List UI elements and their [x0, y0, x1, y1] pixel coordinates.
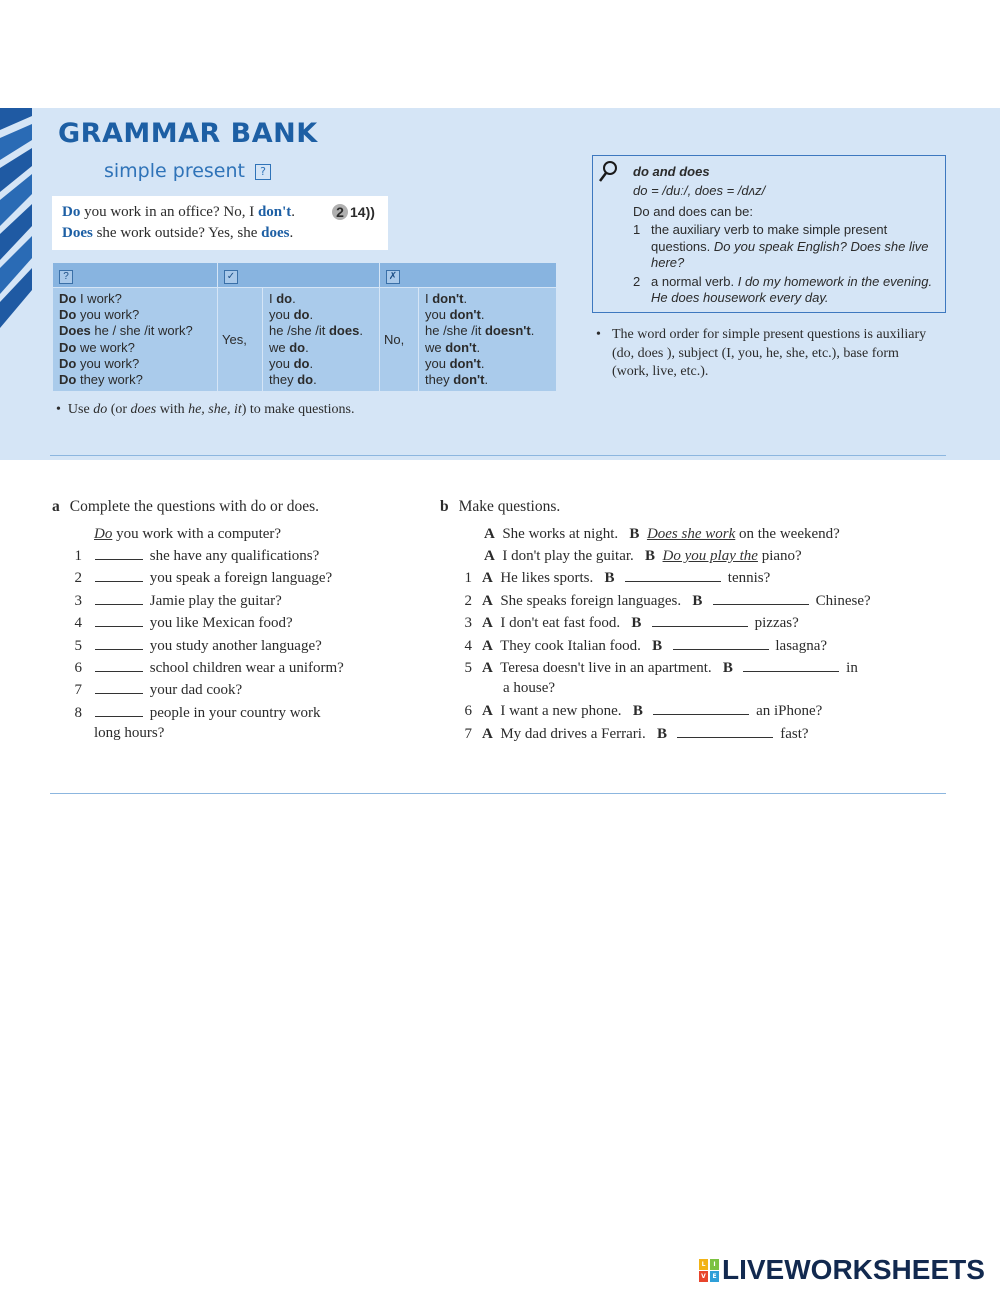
answer-blank[interactable]: [743, 670, 839, 672]
no-answer-row: [425, 340, 550, 356]
example-row: [484, 548, 802, 565]
note-left: • Use do (or does with he, she, it) to make questions.: [56, 402, 355, 417]
item-statement: My dad drives a Ferrari.: [492, 726, 657, 742]
answer-end: .: [480, 355, 485, 371]
item-number: 2: [464, 593, 472, 609]
note-left-text: [68, 402, 355, 417]
brand-name: LIVEWORKSHEETS: [722, 1254, 985, 1285]
question-item: [52, 660, 344, 677]
no-answer-row: [425, 356, 550, 372]
answer-aux: don't: [445, 339, 477, 355]
sound-icon: )): [365, 204, 375, 220]
cross-icon: ✗: [386, 270, 400, 284]
note-text: Use: [67, 402, 94, 417]
decorative-stripes: [0, 108, 32, 338]
item-continuation: a house?: [503, 680, 556, 696]
question-row: [59, 323, 211, 339]
yes-answers-cell: [263, 288, 380, 392]
speaker-b: B: [692, 593, 703, 609]
answer-end: .: [309, 307, 314, 323]
answer-blank[interactable]: [625, 580, 721, 582]
example-question-end: on the weekend?: [739, 526, 840, 542]
item-text: school children wear a uniform?: [146, 660, 344, 676]
speaker-a: A: [484, 548, 495, 564]
example-text: .: [291, 204, 296, 220]
question-item: [52, 682, 242, 699]
question-aux: Does: [59, 323, 91, 339]
spacer: [641, 615, 649, 631]
example-row: [484, 526, 840, 543]
speaker-b: B: [722, 660, 733, 676]
question-text: they work?: [76, 372, 143, 388]
no-column-header: [380, 263, 557, 288]
item-number: 1: [74, 548, 82, 564]
yes-answer-row: [269, 372, 373, 388]
question-aux: Do: [59, 291, 77, 306]
speaker-a: A: [482, 638, 493, 654]
exercise-letter: a: [52, 498, 60, 515]
item-text: you study another language?: [146, 638, 322, 654]
answer-blank[interactable]: [95, 670, 143, 672]
item-statement: I don't eat fast food.: [492, 615, 632, 631]
spacer: [667, 726, 675, 742]
question-item: [52, 570, 332, 587]
spacer: [643, 703, 651, 719]
box-phonetics: do = /duː/, does = /dʌz/: [633, 183, 766, 198]
box-intro: Do and does can be:: [633, 204, 753, 219]
item-end: in: [842, 660, 858, 676]
speaker-a: A: [484, 526, 495, 542]
question-row: [59, 291, 211, 307]
exercise-letter: b: [440, 498, 449, 515]
no-answer-row: [425, 323, 550, 339]
box-item-example: Do you speak English? Does she live here?: [651, 238, 929, 270]
answer-subject: you: [425, 307, 450, 323]
question-item: [440, 638, 827, 655]
item-number: 5: [464, 660, 472, 676]
note-right-text: The word order for simple present questions is auxiliary (do, does ), subject (I, you, he, she, etc.), base form (work, live, etc.).: [612, 327, 927, 379]
question-text: you work?: [76, 307, 140, 323]
item-number: 1: [464, 570, 472, 586]
answer-end: .: [530, 323, 535, 339]
magnifier-icon: [599, 160, 617, 184]
example-statement: I don't play the guitar.: [502, 548, 634, 564]
divider-bottom: [50, 793, 946, 794]
example-answer: Do: [94, 526, 113, 542]
exercise-instruction: Make questions.: [458, 498, 561, 515]
spacer: [615, 570, 623, 586]
note-text: (or: [107, 402, 131, 417]
example-question: you work with a computer?: [116, 526, 282, 542]
speaker-b: B: [645, 548, 656, 564]
box-item-number: 1: [633, 222, 641, 237]
answer-aux: do: [297, 372, 314, 388]
yes-word: Yes,: [218, 288, 263, 392]
box-item-text: the auxiliary verb to make simple present questions.: [651, 222, 888, 254]
speaker-a: A: [482, 570, 493, 586]
no-answer-row: [425, 307, 550, 323]
question-item: [440, 726, 809, 743]
answer-end: .: [309, 355, 314, 371]
answer-blank[interactable]: [95, 715, 143, 717]
item-number: 8: [74, 705, 82, 721]
box-item-text: a normal verb.: [651, 273, 735, 289]
question-row: [59, 340, 211, 356]
answer-subject: he /she /it: [269, 323, 329, 339]
box-item-number: 2: [633, 273, 641, 289]
speaker-b: B: [632, 703, 643, 719]
page-title: GRAMMAR BANK: [58, 118, 318, 149]
example-text: .: [289, 225, 294, 241]
box-list: [633, 222, 933, 309]
question-badge-icon: ?: [255, 164, 271, 180]
question-item: [52, 593, 282, 610]
answer-blank[interactable]: [95, 603, 143, 605]
question-aux: Do: [59, 372, 77, 388]
answer-end: .: [484, 372, 489, 388]
do-does-info-box: [592, 155, 946, 313]
question-item: [52, 615, 293, 632]
speaker-b: B: [631, 615, 642, 631]
box-item-example: I do my homework in the evening. He does housework every day.: [651, 273, 933, 305]
answer-subject: they: [425, 372, 454, 388]
item-end: tennis?: [724, 570, 771, 586]
example-row: [94, 526, 281, 543]
audio-track-button[interactable]: [332, 204, 375, 220]
answer-subject: I: [425, 291, 433, 306]
speaker-a: A: [482, 660, 493, 676]
questions-cell: [53, 288, 218, 392]
item-end: an iPhone?: [752, 703, 823, 719]
answer-blank[interactable]: [713, 603, 809, 605]
item-text: your dad cook?: [146, 682, 243, 698]
note-keyword: he, she, it: [188, 402, 242, 417]
answer-subject: you: [269, 307, 294, 323]
item-number: 5: [74, 638, 82, 654]
box-title: do and does: [633, 164, 710, 179]
yes-answer-row: [269, 356, 373, 372]
logo-letter: V: [699, 1271, 708, 1282]
answer-aux: does: [328, 323, 360, 339]
question-text: we work?: [76, 339, 135, 355]
example-answer: Do you play the: [662, 548, 758, 564]
item-text: you like Mexican food?: [146, 615, 293, 631]
exercise-b-heading: [440, 498, 940, 516]
answer-aux: don't: [449, 355, 481, 371]
box-item: [633, 222, 933, 272]
question-item: [440, 570, 770, 587]
answer-subject: they: [269, 372, 298, 388]
example-statement: She works at night.: [502, 526, 619, 542]
question-item: [52, 638, 322, 655]
no-word: No,: [380, 288, 419, 392]
note-text: with: [156, 402, 189, 417]
answer-subject: we: [269, 339, 290, 355]
answer-aux: do: [293, 355, 310, 371]
logo-letter: I: [710, 1259, 719, 1270]
yes-answer-row: [269, 307, 373, 323]
item-text: you speak a foreign language?: [146, 570, 333, 586]
subtitle-text: simple present: [104, 160, 245, 182]
logo-letter: E: [710, 1271, 719, 1282]
check-icon: ✓: [224, 270, 238, 284]
note-keyword: do: [93, 402, 108, 417]
audio-track-label: 14: [350, 204, 366, 220]
item-number: 6: [74, 660, 82, 676]
item-end: lasagna?: [771, 638, 828, 654]
answer-end: .: [476, 339, 481, 355]
question-mark-icon: ?: [59, 270, 73, 284]
exercise-b: [440, 498, 940, 758]
answer-aux: don't: [449, 307, 481, 323]
yes-answer-row: [269, 323, 373, 339]
answer-aux: doesn't: [484, 323, 531, 339]
speaker-a: A: [482, 615, 493, 631]
example-aux: Do: [62, 204, 81, 220]
exercise-a: [52, 498, 422, 758]
question-item: [440, 660, 858, 677]
question-text: he / she /it work?: [90, 323, 193, 339]
speaker-a: A: [482, 726, 493, 742]
item-number: 3: [464, 615, 472, 631]
no-answer-row: [425, 372, 550, 388]
example-aux: does: [261, 225, 290, 241]
question-item: [52, 705, 321, 722]
example-line-2: [62, 223, 388, 244]
answer-blank[interactable]: [95, 580, 143, 582]
item-text: Jamie play the guitar?: [146, 593, 282, 609]
answer-end: .: [313, 372, 317, 388]
item-statement: He likes sports.: [492, 570, 605, 586]
yes-column-header: [218, 263, 380, 288]
answer-aux: do: [289, 339, 306, 355]
answer-end: .: [359, 323, 363, 339]
spacer: [733, 660, 741, 676]
question-text: you work?: [76, 355, 140, 371]
exercise-instruction: Complete the questions with do or does.: [69, 498, 320, 515]
example-aux: Does: [62, 225, 93, 241]
answer-aux: do: [293, 307, 310, 323]
question-row: [59, 372, 211, 388]
divider-top: [50, 455, 946, 456]
item-end: Chinese?: [811, 593, 871, 609]
spacer: [702, 593, 710, 609]
item-number: 4: [464, 638, 472, 654]
box-item: [633, 274, 933, 307]
answer-blank[interactable]: [653, 713, 749, 715]
speaker-b: B: [629, 526, 640, 542]
no-answers-cell: [419, 288, 557, 392]
question-item: [440, 615, 799, 632]
grammar-table: [52, 262, 557, 392]
answer-aux: do: [276, 291, 293, 306]
item-statement: They cook Italian food.: [492, 638, 653, 654]
item-number: 3: [74, 593, 82, 609]
note-keyword: does: [130, 402, 157, 417]
item-number: 4: [74, 615, 82, 631]
question-row: [59, 356, 211, 372]
answer-blank[interactable]: [95, 648, 143, 650]
speaker-b: B: [652, 638, 663, 654]
answer-blank[interactable]: [95, 625, 143, 627]
item-statement: Teresa doesn't live in an apartment.: [492, 660, 723, 676]
question-item: [52, 548, 319, 565]
item-statement: I want a new phone.: [492, 703, 633, 719]
answer-blank[interactable]: [652, 625, 748, 627]
item-statement: She speaks foreign languages.: [492, 593, 693, 609]
question-text: I work?: [76, 291, 122, 306]
item-text: people in your country work: [146, 705, 321, 721]
example-text: she work outside? Yes, she: [92, 225, 262, 241]
answer-subject: I: [269, 291, 277, 306]
question-row: [59, 307, 211, 323]
bullet: •: [596, 327, 601, 342]
answer-subject: we: [425, 339, 446, 355]
item-end: fast?: [776, 726, 809, 742]
note-right: [596, 326, 936, 382]
question-item: [440, 703, 822, 720]
speaker-b: B: [656, 726, 667, 742]
answer-blank[interactable]: [677, 736, 773, 738]
answer-blank[interactable]: [95, 692, 143, 694]
item-number: 6: [464, 703, 472, 719]
speaker-b: B: [604, 570, 615, 586]
answer-blank[interactable]: [95, 558, 143, 560]
answer-end: .: [480, 307, 485, 323]
liveworksheets-logo-icon: [699, 1259, 719, 1283]
item-number: 2: [74, 570, 82, 586]
exercise-a-heading: [52, 498, 422, 516]
example-aux: don't: [257, 204, 292, 220]
speaker-a: A: [482, 703, 493, 719]
question-aux: Do: [59, 339, 77, 355]
item-continuation: long hours?: [94, 725, 165, 741]
answer-end: .: [292, 291, 296, 306]
item-number: 7: [74, 682, 82, 698]
answer-end: .: [463, 291, 468, 306]
logo-letter: L: [699, 1259, 708, 1270]
audio-track-number: 2: [332, 204, 348, 220]
yes-answer-row: [269, 340, 373, 356]
question-aux: Do: [59, 355, 77, 371]
answer-blank[interactable]: [673, 648, 769, 650]
answer-subject: you: [269, 355, 294, 371]
answer-subject: he /she /it: [425, 323, 485, 339]
question-item: [440, 593, 871, 610]
yes-answer-row: [269, 291, 373, 307]
speaker-a: A: [482, 593, 493, 609]
item-text: she have any qualifications?: [146, 548, 320, 564]
answer-subject: you: [425, 355, 450, 371]
example-answer: Does she work: [646, 526, 736, 542]
answer-end: .: [305, 339, 309, 355]
question-aux: Do: [59, 307, 77, 323]
spacer: [662, 638, 670, 654]
item-end: pizzas?: [750, 615, 799, 631]
example-text: you work in an office? No, I: [80, 204, 258, 220]
no-answer-row: [425, 291, 550, 307]
item-number: 7: [464, 726, 472, 742]
answer-aux: don't: [432, 291, 464, 306]
answer-aux: don't: [453, 372, 485, 388]
section-subtitle: [104, 160, 271, 182]
question-column-header: [53, 263, 218, 288]
example-question-end: piano?: [761, 548, 802, 564]
note-text: ) to make questions.: [241, 402, 355, 417]
